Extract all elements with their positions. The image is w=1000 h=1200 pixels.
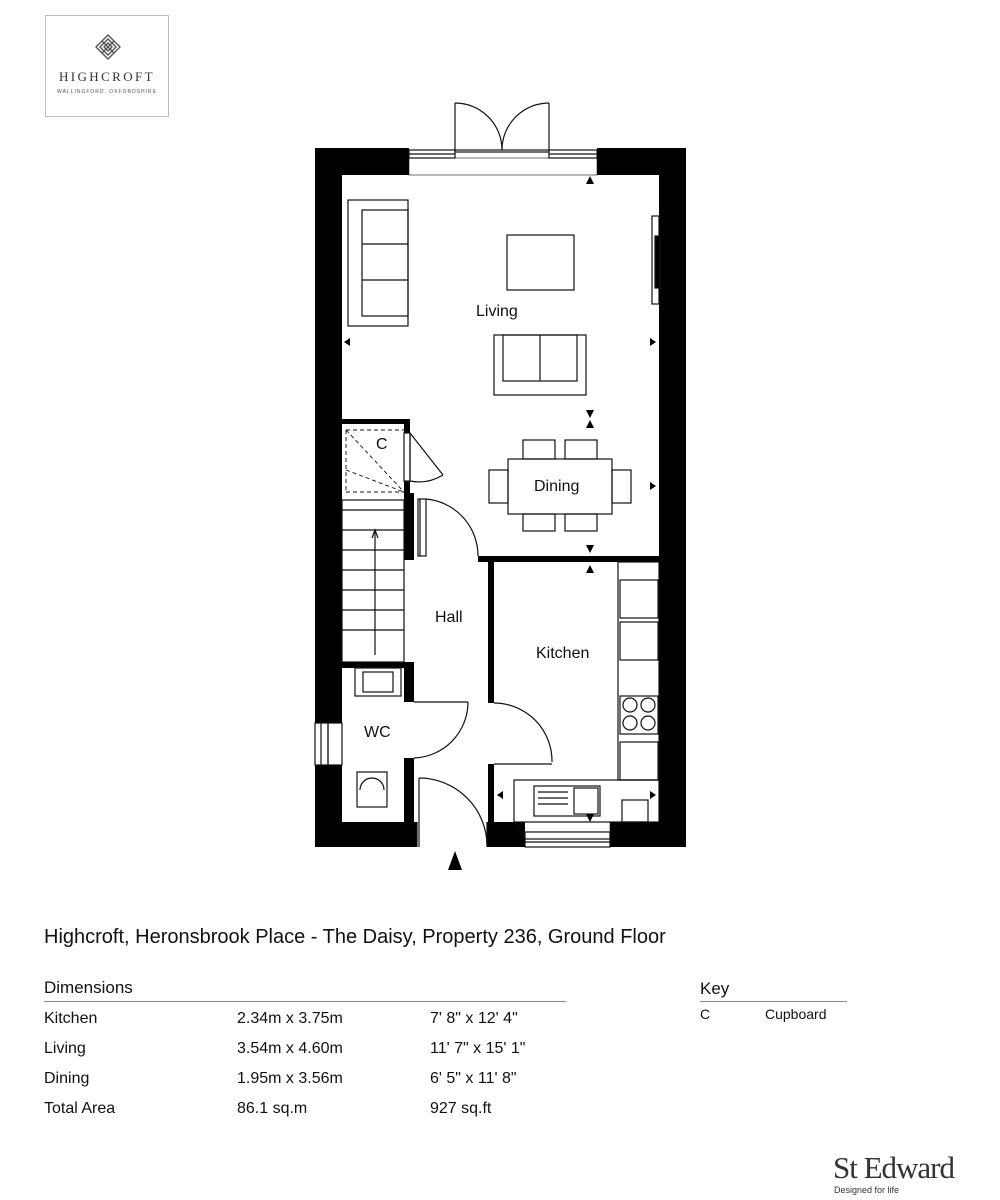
room-label-living: Living bbox=[476, 303, 518, 320]
metric-size: 1.95m x 3.56m bbox=[237, 1070, 343, 1087]
dimensions-divider bbox=[44, 1001, 566, 1002]
brand-logo: St Edward bbox=[833, 1150, 955, 1185]
key-code: C bbox=[700, 1006, 711, 1022]
key-meaning: Cupboard bbox=[765, 1006, 827, 1022]
metric-size: 3.54m x 4.60m bbox=[237, 1040, 343, 1057]
room-name: Dining bbox=[44, 1070, 90, 1087]
table-row bbox=[44, 1070, 584, 1092]
room-name: Kitchen bbox=[44, 1010, 98, 1027]
metric-size: 86.1 sq.m bbox=[237, 1100, 308, 1117]
logo-name: HIGHCROFT bbox=[59, 69, 155, 84]
room-label-wc: WC bbox=[364, 724, 391, 741]
key-heading: Key bbox=[700, 979, 730, 998]
plan-title: Highcroft, Heronsbrook Place - The Daisy, Property 236, Ground Floor bbox=[44, 926, 666, 948]
dimensions-heading: Dimensions bbox=[44, 978, 133, 997]
table-row bbox=[44, 1100, 584, 1122]
imperial-size: 11' 7" x 15' 1" bbox=[430, 1040, 526, 1057]
room-label-kitchen: Kitchen bbox=[536, 645, 590, 662]
table-row bbox=[44, 1010, 584, 1032]
room-name: Total Area bbox=[44, 1100, 116, 1117]
logo-location: WALLINGFORD, OXFORDSHIRE bbox=[57, 89, 157, 95]
imperial-size: 6' 5" x 11' 8" bbox=[430, 1070, 517, 1087]
brand-tagline: Designed for life bbox=[834, 1185, 900, 1195]
room-name: Living bbox=[44, 1040, 86, 1057]
room-label-dining: Dining bbox=[534, 478, 580, 495]
table-row bbox=[44, 1040, 584, 1062]
room-label-hall: Hall bbox=[435, 609, 463, 626]
metric-size: 2.34m x 3.75m bbox=[237, 1010, 343, 1027]
room-label-cupboard: C bbox=[376, 436, 388, 453]
key-divider bbox=[700, 1001, 847, 1002]
imperial-size: 7' 8" x 12' 4" bbox=[430, 1010, 518, 1027]
entrance-arrow-icon bbox=[448, 851, 462, 870]
imperial-size: 927 sq.ft bbox=[430, 1100, 492, 1117]
